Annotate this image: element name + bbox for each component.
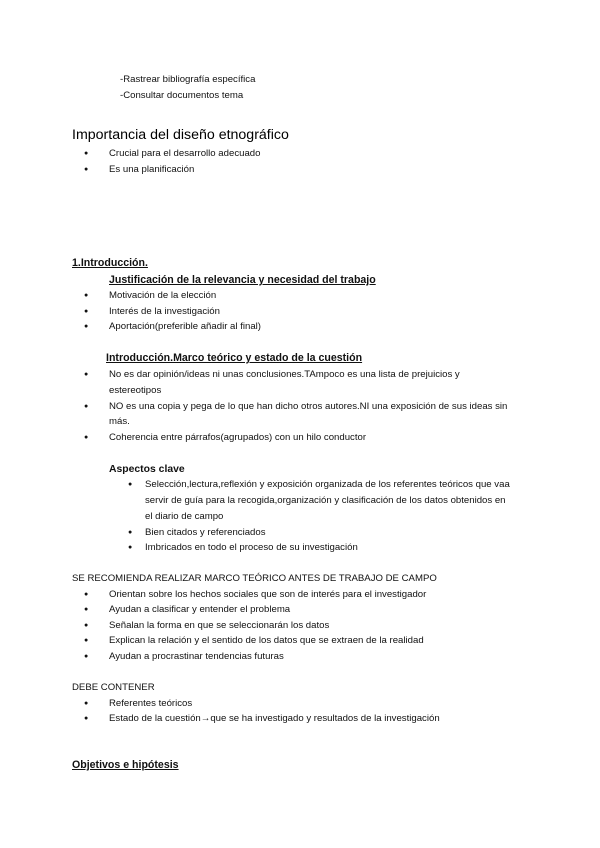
- bullet-item: ● Referentes teóricos: [109, 698, 192, 710]
- bullet-item: ● Es una planificación: [109, 164, 194, 176]
- debe-title: DEBE CONTENER: [72, 682, 155, 693]
- subsection-title: Introducción.Marco teórico y estado de la cuestión: [106, 352, 363, 364]
- bullet-item: ● No es dar opinión/ideas ni unas conclusiones.TAmpoco es una lista de prejuicios y: [109, 369, 460, 381]
- bullet-item: ● Imbricados en todo el proceso de su investigación: [145, 542, 358, 554]
- subsection-title: Justificación de la relevancia y necesidad del trabajo: [109, 274, 376, 286]
- aspectos-title: Aspectos clave: [109, 464, 185, 475]
- objetivos-heading: Objetivos e hipótesis: [72, 759, 179, 771]
- bullet-item: ● Coherencia entre párrafos(agrupados) con un hilo conductor: [109, 432, 366, 444]
- bullet-item: ● Crucial para el desarrollo adecuado: [109, 148, 260, 160]
- bullet-item: ● Señalan la forma en que se seleccionarán los datos: [109, 620, 329, 632]
- bullet-item: ● Interés de la investigación: [109, 306, 220, 318]
- bullet-item: ● Aportación(preferible añadir al final): [109, 321, 261, 333]
- section-title: Importancia del diseño etnográfico: [72, 127, 289, 143]
- bullet-item: ● Ayudan a clasificar y entender el problema: [109, 604, 290, 616]
- dash-item: -Consultar documentos tema: [120, 90, 244, 101]
- bullet-continuation: estereotipos: [109, 385, 162, 396]
- intro-heading: 1.Introducción.: [72, 257, 148, 269]
- bullet-continuation: servir de guía para la recogida,organización y clasificación de los datos obtenidos en: [145, 495, 506, 506]
- recomienda-title: SE RECOMIENDA REALIZAR MARCO TEÓRICO ANTES DE TRABAJO DE CAMPO: [72, 573, 437, 584]
- bullet-continuation: el diario de campo: [145, 511, 224, 522]
- bullet-item: ● NO es una copia y pega de lo que han dicho otros autores.NI una exposición de sus ideas sin: [109, 401, 507, 413]
- dash-item: -Rastrear bibliografía específica: [120, 74, 256, 85]
- bullet-item: ● Estado de la cuestión→que se ha investigado y resultados de la investigación: [109, 713, 440, 725]
- bullet-item: ● Motivación de la elección: [109, 290, 216, 302]
- bullet-item: ● Explican la relación y el sentido de los datos que se extraen de la realidad: [109, 635, 424, 647]
- bullet-item: ● Bien citados y referenciados: [145, 527, 266, 539]
- bullet-item: ● Ayudan a procrastinar tendencias futuras: [109, 651, 284, 663]
- bullet-continuation: más.: [109, 416, 130, 427]
- bullet-item: ● Selección,lectura,reflexión y exposición organizada de los referentes teóricos que vaa: [145, 479, 510, 491]
- bullet-item: ● Orientan sobre los hechos sociales que son de interés para el investigador: [109, 589, 426, 601]
